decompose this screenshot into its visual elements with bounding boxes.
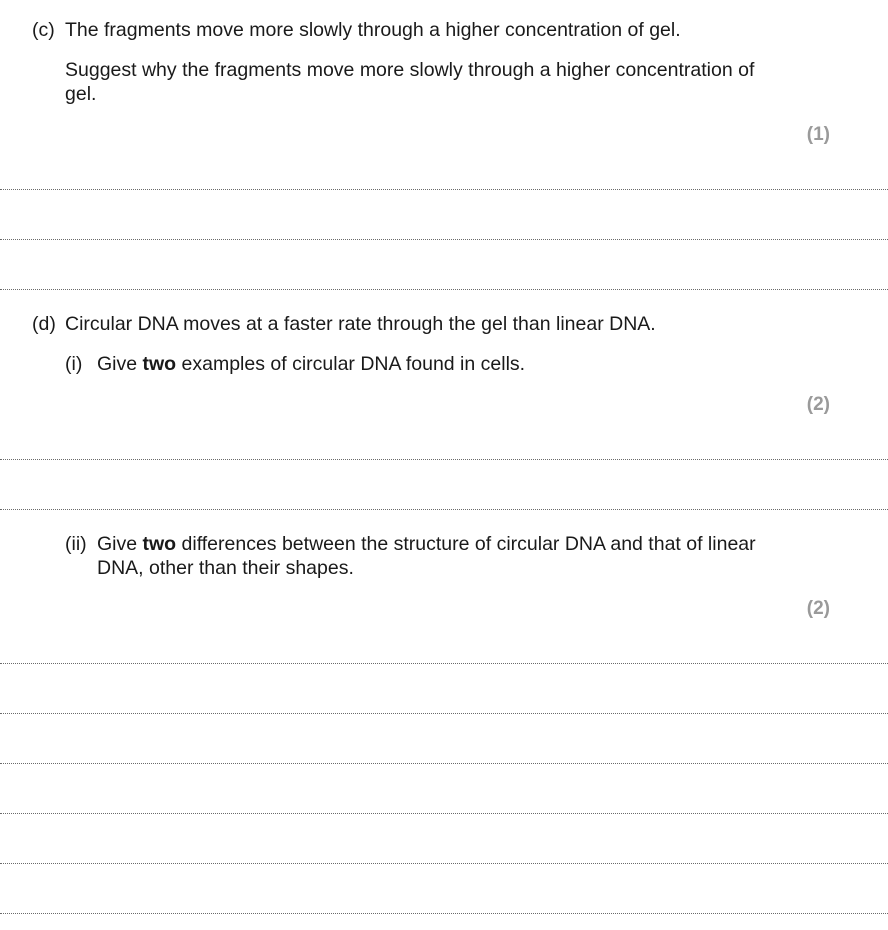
answer-line[interactable] [0,509,888,510]
answer-line[interactable] [0,663,888,664]
part-d-ii-label: (ii) [65,533,87,555]
part-d-ii-marks: (2) [806,598,830,619]
answer-line[interactable] [0,863,888,864]
part-c-label: (c) [32,19,55,41]
part-d-i-question: Give two examples of circular DNA found in cells. [97,353,526,375]
emphasis-two: two [142,353,177,375]
answer-line[interactable] [0,189,888,190]
answer-line[interactable] [0,913,888,914]
part-d-ii-question: Give two differences between the structure of circular DNA and that of linear [97,533,756,555]
part-c-marks: (1) [806,124,830,145]
answer-line[interactable] [0,813,888,814]
part-d-stem: Circular DNA moves at a faster rate through the gel than linear DNA. [65,313,656,335]
answer-line[interactable] [0,763,888,764]
answer-line[interactable] [0,459,888,460]
part-d-ii-question-line2: DNA, other than their shapes. [97,557,354,579]
answer-line[interactable] [0,713,888,714]
part-d-i-marks: (2) [806,394,830,415]
part-c-question-line2: gel. [65,83,97,105]
answer-line[interactable] [0,289,888,290]
part-c-stem: The fragments move more slowly through a higher concentration of gel. [65,19,681,41]
part-c-question-line1: Suggest why the fragments move more slowly through a higher concentration of [65,59,755,81]
part-d-label: (d) [32,313,56,335]
part-d-i-label: (i) [65,353,83,375]
emphasis-two: two [142,533,177,555]
answer-line[interactable] [0,239,888,240]
